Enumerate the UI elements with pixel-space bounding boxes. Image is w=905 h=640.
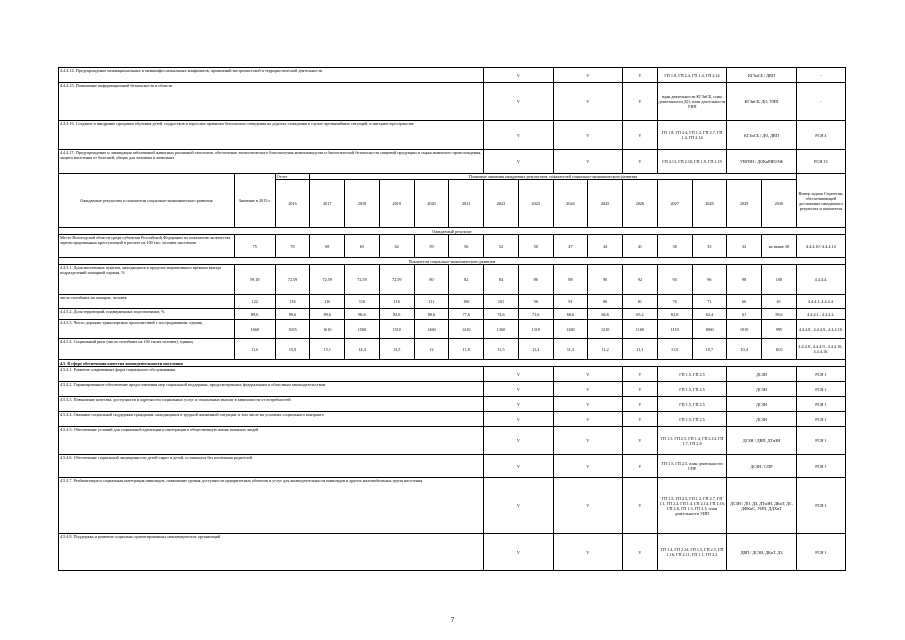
year-value: 86 — [518, 265, 553, 295]
year-value: 1210 — [588, 320, 623, 339]
task-number: 4.4.4.8., 4.4.4.9., 4.4.4.10. — [796, 320, 845, 339]
indicator-label: 4.4.5.2. Доля территорий, подверженных подтоплениям, % — [59, 309, 235, 320]
stage-1-mark: V — [484, 478, 553, 534]
stage-2-mark: V — [553, 534, 622, 571]
executor: ДСЗН / ДО, ДЗ, ДТиЗН, ДКиТ, ДС, ДФКиС, УИП, ДДХиТ — [727, 478, 796, 534]
year-value: 81 — [623, 295, 658, 309]
resource-code: РСН 1 — [796, 455, 845, 478]
year-value: 13,5 — [379, 339, 414, 360]
measure-row — [59, 455, 846, 478]
stage-1-mark: V — [484, 534, 553, 571]
year-value: 77,6 — [449, 309, 484, 320]
indicator-label: 4.4.5.3. Число дорожно-транспортных происшествий с пострадавшими, единиц — [59, 320, 235, 339]
header-planned-values: Плановые значения ожидаемых результатов, показателей социально-экономического развития — [310, 174, 796, 180]
year-value: 61 — [761, 295, 796, 309]
measure-row — [59, 412, 846, 427]
year-value: 1655 — [275, 320, 310, 339]
year-value: 11,8 — [449, 339, 484, 360]
stage-3-mark: V — [623, 83, 658, 121]
year-value: 32 — [727, 235, 762, 258]
indicator-row — [59, 320, 846, 339]
stage-2-mark: V — [553, 150, 622, 174]
header-year: 2019 — [379, 180, 414, 228]
stage-3-mark: V — [623, 534, 658, 571]
year-value: 1560 — [345, 320, 380, 339]
indicator-label: 4.4.5.4. Социальный риск (число погибших на 100 тысяч человек), единиц — [59, 339, 235, 360]
year-value: 101 — [484, 295, 519, 309]
year-value: 1360 — [484, 320, 519, 339]
resource-code: - — [796, 83, 845, 121]
measure-text: 4.5.4.8. Поддержка и развитие социально ориентированных некоммерческих организаций — [59, 534, 484, 571]
year-value: 12 — [414, 339, 449, 360]
year-value: 90 — [588, 265, 623, 295]
year-value: 10,7 — [692, 339, 727, 360]
task-number: 4.4.4.8., 4.4.4.9., 4.4.4.10., 4.4.4.16. — [796, 339, 845, 360]
measure-text: 4.5.4.5. Обеспечение условий для социальной адаптации и интеграции в общественную жизнь пожилых людей — [59, 427, 484, 455]
year-value: 72,59 — [275, 265, 310, 295]
executor: ДВП / ДСЗН, ДКиТ, ДЗ — [727, 534, 796, 571]
year-value: 116 — [275, 295, 310, 309]
year-value: 111 — [414, 295, 449, 309]
year-value: 1160 — [623, 320, 658, 339]
year-value: 98 — [727, 265, 762, 295]
year-value: 65,2 — [623, 309, 658, 320]
measure-row — [59, 534, 846, 571]
measure-text: 4.5.4.7. Реабилитация и социальная интеграция инвалидов, повышение уровня доступности приоритетных объектов и услуг для жизнедеятельности инвалидов и других маломобильных групп населения — [59, 478, 484, 534]
indicator-row — [59, 309, 846, 320]
year-value: 38 — [657, 235, 692, 258]
program-reference: ГП 1.8, ГП 2.4, ГП 1.4, ГП 2.14 — [657, 68, 726, 83]
resource-code: - — [796, 68, 845, 83]
program-reference: ГП 1.5, ГП 2.5 — [657, 397, 726, 412]
stage-3-mark: V — [623, 382, 658, 397]
header-year: 2018 — [345, 180, 380, 228]
year-value: 88 — [553, 265, 588, 295]
year-value: 66 — [727, 295, 762, 309]
measure-row — [59, 397, 846, 412]
resource-code: РСН 1 — [796, 534, 845, 571]
year-value: 10,4 — [727, 339, 762, 360]
stage-2-mark: V — [553, 382, 622, 397]
year-value: не выше 30 — [761, 235, 796, 258]
measure-row — [59, 427, 846, 455]
indicator-row — [59, 265, 846, 295]
executor: УВГВН / ДОКиРИОЭЖ — [727, 150, 796, 174]
resource-code: РСН 1 — [796, 412, 845, 427]
year-value: 15,1 — [310, 339, 345, 360]
header-year: 2016 — [275, 180, 310, 228]
measure-text: 4.4.4.17. Предупреждение и ликвидация заболеваний животных различной этиологии, обеспечение эпизоотического благополучия животноводства и биологической безопасности пищевой продукции и сырья животного происхождения, защита населения от болезней, общих для человека и животных — [59, 150, 484, 174]
year-value: 35 — [692, 235, 727, 258]
year-value: 1460 — [414, 320, 449, 339]
stage-2-mark: V — [553, 478, 622, 534]
measure-text: 4.4.4.15. Повышение информационной безопасности в области — [59, 83, 484, 121]
header-indicator-column: Ожидаемые результаты и показатели социально-экономического развития — [59, 174, 235, 228]
measure-text: 4.5.4.4. Оказание социальной поддержки гражданам, находящимся в трудной жизненной ситуации, в том числе на условиях социального контракта — [59, 412, 484, 427]
year-value: 72,59 — [310, 265, 345, 295]
measure-text: 4.5.4.2. Гарантированное обеспечение предоставления мер социальной поддержки, предусмотренных федеральным и областным законодательством — [59, 382, 484, 397]
year-value: 11,2 — [588, 339, 623, 360]
year-value: 63,8 — [657, 309, 692, 320]
task-number: 4.4.4.4. — [796, 265, 845, 295]
year-value: 84 — [484, 265, 519, 295]
header-year: 2022 — [484, 180, 519, 228]
year-value: 52 — [484, 235, 519, 258]
value-2015: 75 — [234, 235, 275, 258]
stage-1-mark: V — [484, 367, 553, 382]
year-value: 116 — [379, 295, 414, 309]
program-reference: ГП 1.5, ГП 2.5, ГП 1.4, ГП 2.14, ГП 1.7, ГП 2.8 — [657, 427, 726, 455]
stage-3-mark: V — [623, 68, 658, 83]
value-2015: 11,6 — [234, 339, 275, 360]
year-value: 11,1 — [623, 339, 658, 360]
value-2015: 89,6 — [234, 309, 275, 320]
year-value: 116 — [345, 295, 380, 309]
stage-1-mark: V — [484, 83, 553, 121]
executor: ДСЗН — [727, 367, 796, 382]
stage-3-mark: V — [623, 478, 658, 534]
stage-1-mark: V — [484, 382, 553, 397]
year-value: 1510 — [379, 320, 414, 339]
measure-text: 4.5.4.3. Повышение качества, доступности и адресности социальных услуг и социальных выплат в зависимости от потребностей — [59, 397, 484, 412]
strategy-table — [58, 67, 846, 571]
year-value: 14,4 — [345, 339, 380, 360]
year-value: 1060 — [692, 320, 727, 339]
year-value: 80 — [414, 265, 449, 295]
year-value: 71 — [692, 295, 727, 309]
program-reference: ГП 1.4, ГП 2.14, ГП 1.5, ГП 2.5, ГП 1.16, ГП 2.11, ГП 1.1, ГП 2.2 — [657, 534, 726, 571]
year-value: 1110 — [657, 320, 692, 339]
program-reference: ГП 1.5, ГП 2.5, ГП 1.2, ГП 2.7, ГП 1.1, ГП 2.2, ГП 1.4, ГП 2.14, ГП 1.16, ГП 2.8, ГП 1.3, ГП 2.3, план деятельности УИП — [657, 478, 726, 534]
year-value: 116 — [310, 295, 345, 309]
program-reference: ГП 1.5, ГП 2.5, план деятельности СПР — [657, 455, 726, 478]
measure-text: 4.4.4.14. Предупреждение межнациональных и межконфессиональных конфликтов, проявлений экстремистской и террористической деятельности — [59, 68, 484, 83]
year-value: 995 — [761, 320, 796, 339]
year-value: 50 — [518, 235, 553, 258]
year-value: 11,3 — [553, 339, 588, 360]
year-value: 68,6 — [553, 309, 588, 320]
stage-1-mark: V — [484, 150, 553, 174]
measure-row — [59, 83, 846, 121]
year-value: 1310 — [518, 320, 553, 339]
value-2015: 1660 — [234, 320, 275, 339]
stage-2-mark: V — [553, 68, 622, 83]
stage-2-mark: V — [553, 427, 622, 455]
year-value: 68 — [310, 235, 345, 258]
year-value: 78 — [275, 235, 310, 258]
year-value: 82 — [449, 265, 484, 295]
resource-code: РСН 1 — [796, 397, 845, 412]
year-value: 91 — [553, 295, 588, 309]
year-value: 62 — [379, 235, 414, 258]
stage-3-mark: V — [623, 427, 658, 455]
stage-1-mark: V — [484, 121, 553, 150]
expected-result-label: Ожидаемый результат — [59, 228, 846, 235]
measure-row — [59, 367, 846, 382]
measure-row — [59, 121, 846, 150]
year-value: 74,6 — [484, 309, 519, 320]
resource-code: РСН 4 — [796, 121, 845, 150]
year-value: 15,9 — [275, 339, 310, 360]
year-value: 10,0 — [761, 339, 796, 360]
year-value: 89,6 — [310, 309, 345, 320]
year-value: 41 — [623, 235, 658, 258]
header-year: 2021 — [449, 180, 484, 228]
measure-row — [59, 150, 846, 174]
stage-1-mark: V — [484, 397, 553, 412]
stage-3-mark: V — [623, 367, 658, 382]
stage-2-mark: V — [553, 83, 622, 121]
year-value: 83,6 — [379, 309, 414, 320]
program-reference: вдан деятельности КГЗиСБ, план деятельности ДО, план деятельности УИП — [657, 83, 726, 121]
year-value: 62,4 — [692, 309, 727, 320]
indicators-label: Показатели социально-экономического развития — [59, 258, 846, 265]
resource-code: РСН 1 — [796, 367, 845, 382]
measure-text: 4.5.4.1. Развитие современных форм социального обслуживания. — [59, 367, 484, 382]
header-base-value: Значение в 2015 г. — [234, 174, 275, 228]
header-year: 2026 — [623, 180, 658, 228]
header-year: 2027 — [657, 180, 692, 228]
value-2015: 122 — [234, 295, 275, 309]
executor: ДСЗН / ДВП, ДТиЗН — [727, 427, 796, 455]
measure-row — [59, 478, 846, 534]
stage-3-mark: V — [623, 455, 658, 478]
stage-3-mark: V — [623, 121, 658, 150]
executor: КГЗиСБ / ДО, ДВП — [727, 121, 796, 150]
measure-row — [59, 68, 846, 83]
header-year: 2025 — [588, 180, 623, 228]
program-reference: ГП 1.5, ГП 2.5 — [657, 367, 726, 382]
resource-code: РСН 1 — [796, 382, 845, 397]
measure-row — [59, 382, 846, 397]
stage-2-mark: V — [553, 397, 622, 412]
year-value: 72,59 — [379, 265, 414, 295]
header-report: Отчет — [275, 174, 310, 180]
year-value: 72,59 — [345, 265, 380, 295]
year-value: 96 — [518, 295, 553, 309]
measure-text: 4.4.4.16. Создание и внедрение программ обучения детей, подростков и взрослых правилам безопасного поведения на дорогах, поведения в случае чрезвычайных ситуаций, в интернет-пространстве — [59, 121, 484, 150]
indicator-label: Место Вологодской области среди субъектов Российской Федерации по показателю количества зарегистрированных преступлений в расчете на 100 тыс. человек населения — [59, 235, 235, 258]
program-reference: ГП 1.8, ГП 2.4, ГП 1.2, ГП 2.7, ГП 1.4, ГП 2.14 — [657, 121, 726, 150]
program-reference: ГП 4.13, ГП 2.10, ГП 1.9, ГП 2.19 — [657, 150, 726, 174]
stage-3-mark: V — [623, 412, 658, 427]
header-year: 2024 — [553, 180, 588, 228]
header-year: 2023 — [518, 180, 553, 228]
measure-text: 4.5.4.6. Обеспечение социальной защищенности детей-сирот и детей, оставшихся без попечения родителей — [59, 455, 484, 478]
page-number: 7 — [450, 616, 455, 624]
header-year: 2017 — [310, 180, 345, 228]
year-value: 92 — [623, 265, 658, 295]
stage-2-mark: V — [553, 412, 622, 427]
executor: КГЗиСБ, ДО, УИП — [727, 83, 796, 121]
stage-3-mark: V — [623, 150, 658, 174]
header-task-number: Номер задачи Стратегии, обеспечивающей достижение ожидаемого результата и показателя — [796, 174, 845, 228]
document-page — [58, 67, 846, 571]
program-reference: ГП 1.5, ГП 2.5 — [657, 412, 726, 427]
indicator-row — [59, 339, 846, 360]
year-value: 86,6 — [345, 309, 380, 320]
year-value: 61 — [727, 309, 762, 320]
indicator-row — [59, 235, 846, 258]
executor: ДСЗН — [727, 412, 796, 427]
year-value: 1260 — [553, 320, 588, 339]
indicator-row — [59, 295, 846, 309]
year-value: 86 — [588, 295, 623, 309]
stage-1-mark: V — [484, 68, 553, 83]
stage-1-mark: V — [484, 455, 553, 478]
year-value: 96 — [692, 265, 727, 295]
executor: ДСЗН — [727, 397, 796, 412]
header-year: 2020 — [414, 180, 449, 228]
value-2015: 59,18 — [234, 265, 275, 295]
indicator-label: число погибших на пожарах, человек — [59, 295, 235, 309]
executor: КГЗиСБ / ДВП — [727, 68, 796, 83]
task-number: 4.4.4.10.-4.4.4.14 — [796, 235, 845, 258]
stage-1-mark: V — [484, 412, 553, 427]
header-year: 2028 — [692, 180, 727, 228]
year-value: 71,6 — [518, 309, 553, 320]
year-value: 76 — [657, 295, 692, 309]
section-title: 4.5. В сфере обеспечения качества жизнедеятельности населения — [59, 360, 846, 367]
task-number: 4.4.4.1., 4.4.4.2. — [796, 309, 845, 320]
year-value: 1610 — [310, 320, 345, 339]
year-value: 1410 — [449, 320, 484, 339]
executor: ДСЗН / СПР — [727, 455, 796, 478]
task-number: 4.4.4.1.,4.4.4.4. — [796, 295, 845, 309]
year-value: 11,4 — [518, 339, 553, 360]
stage-1-mark: V — [484, 427, 553, 455]
year-value: 106 — [449, 295, 484, 309]
year-value: 65 — [345, 235, 380, 258]
year-value: 47 — [553, 235, 588, 258]
resource-code: РСН 13 — [796, 150, 845, 174]
resource-code: РСН 1 — [796, 427, 845, 455]
resource-code: РСН 1 — [796, 478, 845, 534]
year-value: 80,6 — [414, 309, 449, 320]
indicator-label: 4.4.5.1. Доля населенных пунктов, находящихся в пределах нормативного времени выезда подразделений пожарной охраны, % — [59, 265, 235, 295]
stage-3-mark: V — [623, 397, 658, 412]
year-value: 94 — [657, 265, 692, 295]
stage-2-mark: V — [553, 455, 622, 478]
program-reference: ГП 1.5, ГП 2.5 — [657, 382, 726, 397]
year-value: 1010 — [727, 320, 762, 339]
year-value: 11,5 — [484, 339, 519, 360]
year-value: 44 — [588, 235, 623, 258]
year-value: 59 — [414, 235, 449, 258]
year-value: 66,6 — [588, 309, 623, 320]
year-value: 59,6 — [761, 309, 796, 320]
executor: ДСЗН — [727, 382, 796, 397]
year-value: 89,6 — [275, 309, 310, 320]
stage-2-mark: V — [553, 121, 622, 150]
year-value: 11,0 — [657, 339, 692, 360]
stage-2-mark: V — [553, 367, 622, 382]
header-year: 2030 — [761, 180, 796, 228]
header-year: 2029 — [727, 180, 762, 228]
year-value: 56 — [449, 235, 484, 258]
year-value: 100 — [761, 265, 796, 295]
